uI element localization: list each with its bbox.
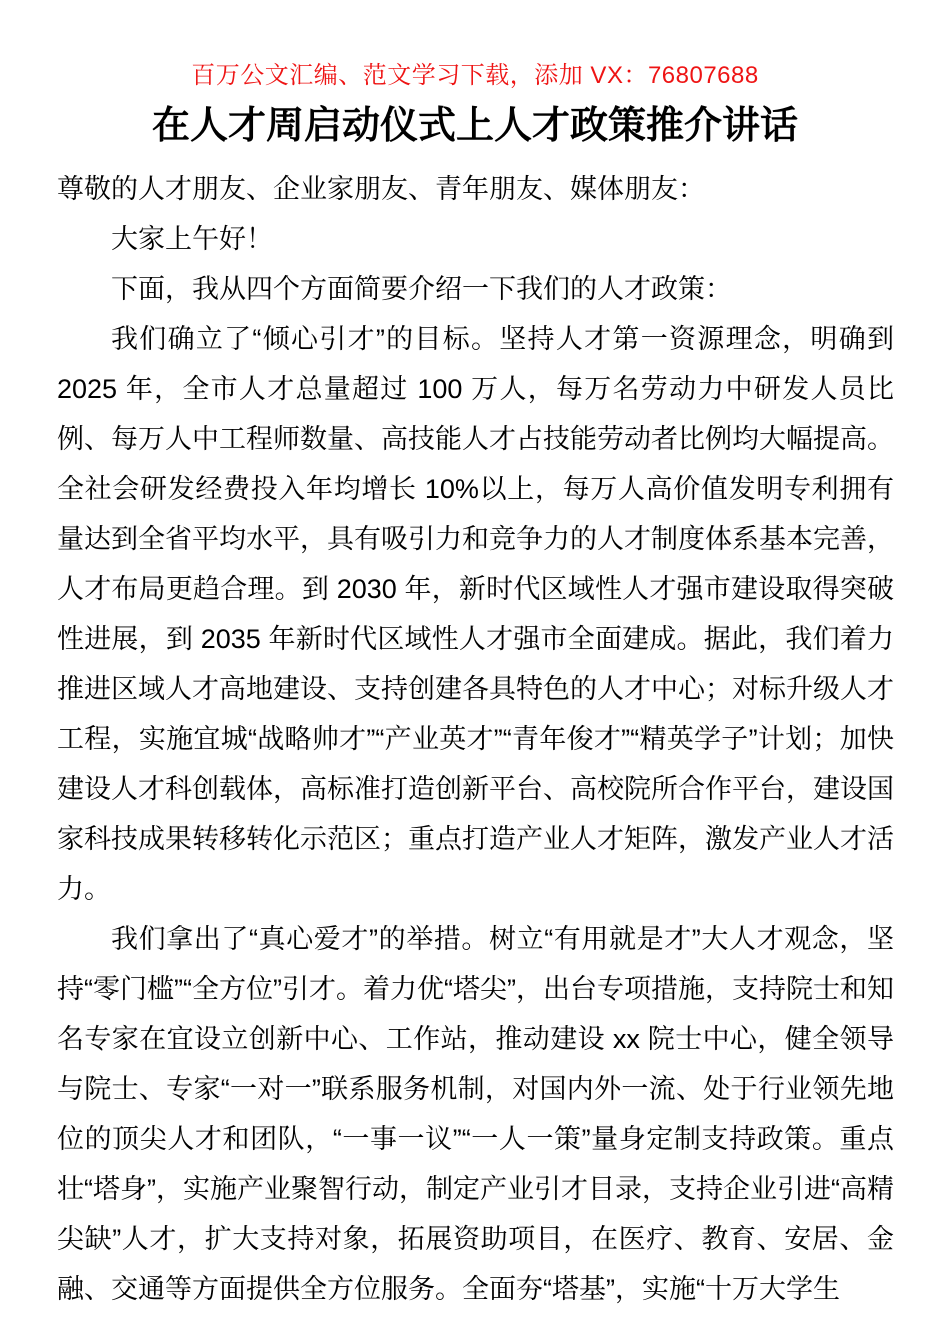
- document-body: [57, 164, 894, 1314]
- watermark-header-note: 百万公文汇编、范文学习下载，添加 VX：76807688: [191, 62, 759, 89]
- document-title: 在人才周启动仪式上人才政策推介讲话: [151, 105, 798, 147]
- salutation-paragraph: 尊敬的人才朋友、企业家朋友、青年朋友、媒体朋友：: [57, 174, 705, 204]
- policy-goal-paragraph: 我们确立了“倾心引才”的目标。坚持人才第一资源理念，明确到 2025 年，全市人才总量超过 100 万人，每万名劳动力中研发人员比例、每万人中工程师数量、高技能人才占技能劳动者比例均大幅提高。全社会研发经费投入年均增长 10%以上，每万人高价值发明专利拥有量达到全省平均水平，具有吸引力和竞争力的人才制度体系基本完善，人才布局更趋合理。到 2030 年，新时代区域性人才强市建设取得突破性进展，到 2035 年新时代区域性人才强市全面建成。据此，我们着力推进区域人才高地建设、支持创建各具特色的人才中心；对标升级人才工程，实施宜城“战略帅才”“产业英才”“青年俊才”“精英学子”计划；加快建设人才科创载体，高标准打造创新平台、高校院所合作平台，建设国家科技成果转移转化示范区；重点打造产业人才矩阵，激发产业人才活力。: [57, 324, 894, 904]
- policy-measures-paragraph: 我们拿出了“真心爱才”的举措。树立“有用就是才”大人才观念，坚持“零门槛”“全方位”引才。着力优“塔尖”，出台专项措施，支持院士和知名专家在宜设立创新中心、工作站，推动建设 xx 院士中心，健全领导与院士、专家“一对一”联系服务机制，对国内外一流、处于行业领先地位的顶尖人才和团队，“一事一议”“一人一策”量身定制支持政策。重点壮“塔身”，实施产业聚智行动，制定产业引才目录，支持企业引进“高精尖缺”人才，扩大支持对象，拓展资助项目，在医疗、教育、安居、金融、交通等方面提供全方位服务。全面夯“塔基”，实施“十万大学生: [57, 924, 894, 1304]
- greeting-paragraph: 大家上午好！: [111, 224, 273, 254]
- intro-paragraph: 下面，我从四个方面简要介绍一下我们的人才政策：: [111, 274, 732, 304]
